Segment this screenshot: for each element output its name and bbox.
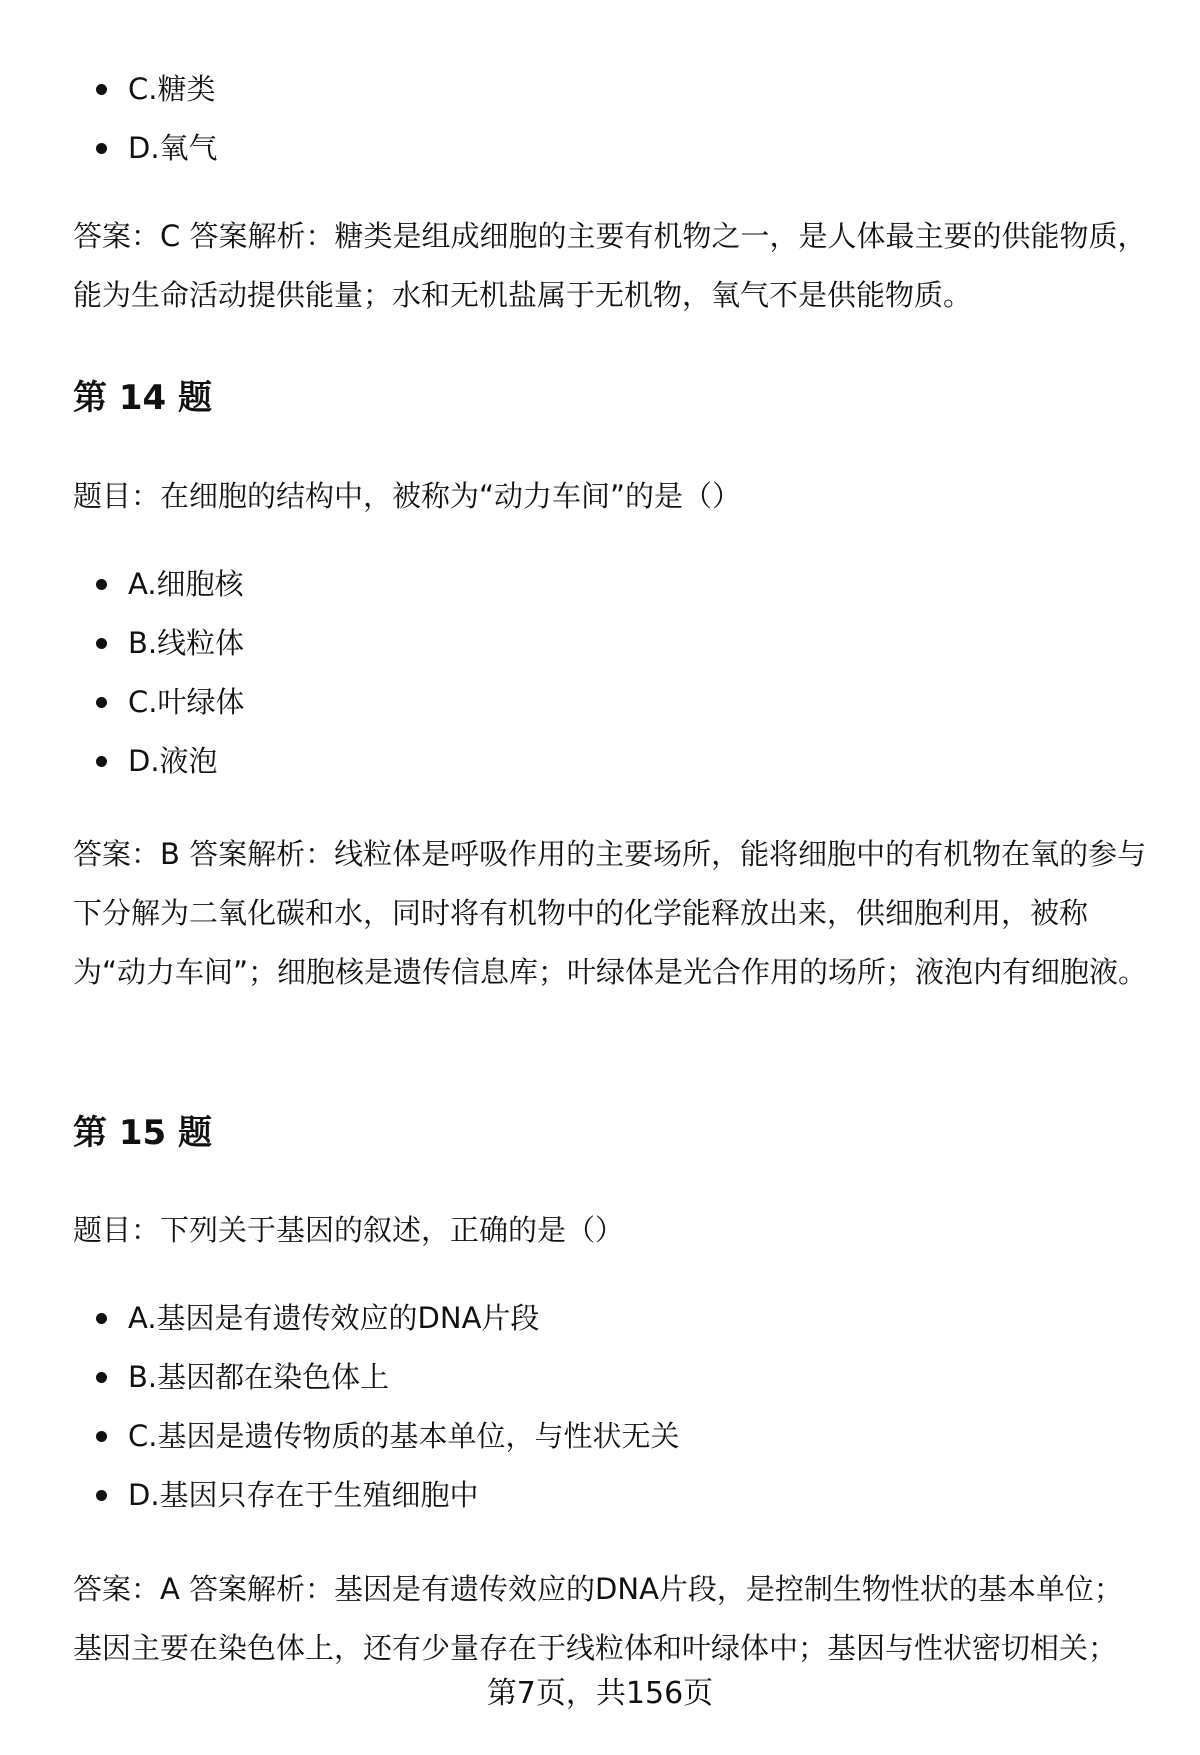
option-text: A.基因是有遗传效应的DNA片段 [128,1301,540,1335]
bullet-icon [96,143,107,154]
bullet-icon [96,1431,107,1442]
page-number: 第7页，共156页 [486,1676,714,1711]
bullet-icon [96,1372,107,1383]
q15-option-c [96,1407,679,1466]
q14-option-b [96,614,244,673]
option-text: D.液泡 [128,744,218,778]
q14-option-c [96,673,244,732]
q14-answer: 答案：B 答案解析：线粒体是呼吸作用的主要场所，能将细胞中的有机物在氧的参与下分解为二氧化碳和水，同时将有机物中的化学能释放出来，供细胞利用，被称为“动力车间”；细胞核是遗传信息库；叶绿体是光合作用的场所；液泡内有细胞液。 [73,837,1148,989]
bullet-icon [96,84,107,95]
bullet-icon [96,1490,107,1501]
option-text: C.糖类 [128,72,216,106]
q13-option-c [96,60,218,119]
q13-options [96,60,218,178]
q14-option-a [96,555,244,614]
q15-option-b [96,1348,679,1407]
option-text: D.氧气 [128,131,218,165]
option-text: D.基因只存在于生殖细胞中 [128,1478,479,1512]
bullet-icon [96,697,107,708]
q14-options [96,555,244,791]
q15-question: 题目：下列关于基因的叙述，正确的是（） [73,1213,625,1247]
q15-heading: 第 15 题 [73,1113,212,1153]
q14-question: 题目：在细胞的结构中，被称为“动力车间”的是（） [73,479,742,513]
q14-heading: 第 14 题 [73,378,212,418]
option-text: B.基因都在染色体上 [128,1360,390,1394]
q15-options [96,1289,679,1525]
option-text: A.细胞核 [128,567,244,601]
bullet-icon [96,579,107,590]
bullet-icon [96,756,107,767]
q15-option-d [96,1466,679,1525]
bullet-icon [96,638,107,649]
q13-answer: 答案：C 答案解析：糖类是组成细胞的主要有机物之一，是人体最主要的供能物质，能为生命活动提供能量；水和无机盐属于无机物，氧气不是供能物质。 [73,219,1147,312]
bullet-icon [96,1313,107,1324]
option-text: B.线粒体 [128,626,245,660]
option-text: C.叶绿体 [128,685,245,719]
q13-option-d [96,119,218,178]
q14-option-d [96,732,244,791]
q15-option-a [96,1289,679,1348]
option-text: C.基因是遗传物质的基本单位，与性状无关 [128,1419,680,1453]
q15-answer: 答案：A 答案解析：基因是有遗传效应的DNA片段，是控制生物性状的基本单位；基因主要在染色体上，还有少量存在于线粒体和叶绿体中；基因与性状密切相关； [73,1572,1123,1665]
